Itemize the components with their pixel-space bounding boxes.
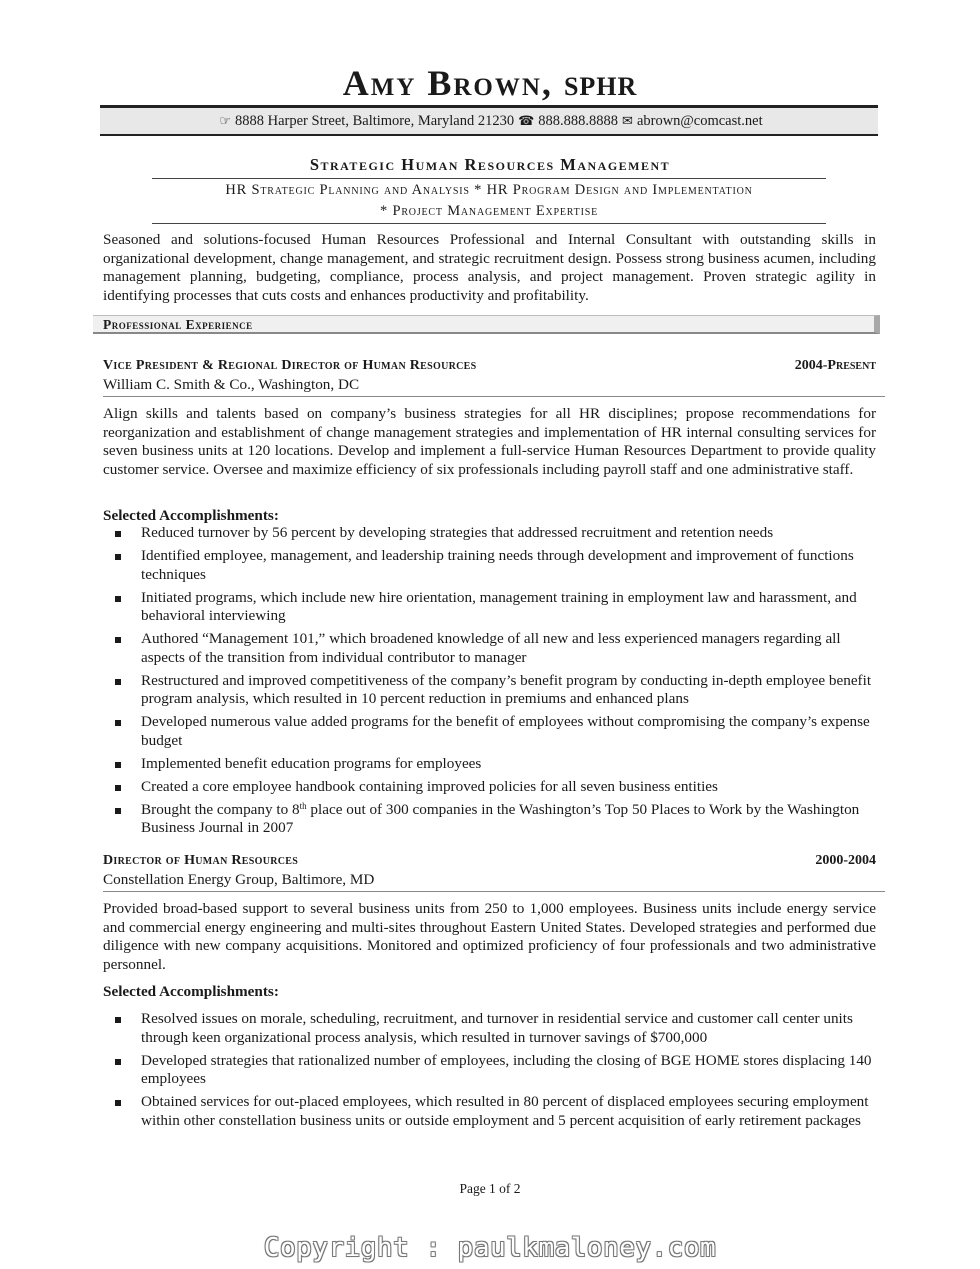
bullet-icon [115,720,121,726]
bullet-icon [115,785,121,791]
page-number: Page 1 of 2 [459,1181,521,1196]
divider [103,891,885,892]
list-item: Initiated programs, which include new hire orientation, management training in employment law and harassment, and behavioral interviewing [103,589,878,626]
accomplishments-label: Selected Accomplishments: [103,507,279,524]
contact-bar [100,105,878,136]
list-item: Brought the company to 8th place out of 300 companies in the Washington’s Top 50 Places to Work by the Washington Business Journal in 2007 [103,801,878,838]
job-title: Director of Human Resources [103,853,299,868]
bullet-icon [115,554,121,560]
divider [103,396,885,397]
email: abrown@comcast.net [636,112,763,129]
bullet-icon [115,679,121,685]
envelope-icon: ✉ [622,113,633,129]
bullet-icon [115,596,121,602]
candidate-name [0,62,980,104]
accomplishments-list [103,1010,878,1135]
bullet-icon [115,637,121,643]
headline: Strategic Human Resources Management [309,155,671,174]
job-dates: 2000-2004 [815,853,876,868]
specialties-line-2: * Project Management Expertise [379,203,598,219]
job-description: Align skills and talents based on company’s business strategies for all HR disciplines; propose recommendations for reorganization and establishment of change management strategies and implementation of HR internal consulting services for seven business units at 120 locations. Develop and implement a full-service Human Resources Department to provide quality customer service. Oversee and maximize efficiency of six professionals including payroll staff and one administrative staff. [103,405,876,478]
name-text: Amy Brown, [342,63,553,103]
bullet-icon [115,808,121,814]
summary-paragraph: Seasoned and solutions-focused Human Resources Professional and Internal Consultant with outstanding skills in organizational development, change management, and strategic recruitment design. Possess strong business acumen, including management planning, budgeting, compliance, process analysis, and project management. Proven strategic agility in identifying processes that cuts costs and enhances productivity and profitability. [103,231,876,304]
list-item: Developed numerous value added programs for the benefit of employees without compromising the company’s expense budget [103,713,878,750]
list-item: Implemented benefit education programs for employees [103,755,878,774]
company: Constellation Energy Group, Baltimore, MD [103,871,375,888]
list-item: Developed strategies that rationalized number of employees, including the closing of BGE HOME stores displacing 140 employees [103,1052,878,1089]
list-item: Restructured and improved competitiveness of the company’s benefit program by conducting in-depth employee benefit program analysis, which resulted in 10 percent reduction in premiums and enhanced plans [103,672,878,709]
specialties-block [152,178,826,224]
bullet-icon [115,531,121,537]
list-item: Resolved issues on morale, scheduling, recruitment, and turnover in residential service and customer call center units through keen organizational process analysis, which resulted in turnover savings of $700,000 [103,1010,878,1047]
credential: SPHR [563,72,638,101]
list-item: Reduced turnover by 56 percent by developing strategies that addressed recruitment and retention needs [103,524,878,543]
list-item: Authored “Management 101,” which broadened knowledge of all new and less experienced managers regarding all aspects of the transition from individual contributor to manager [103,630,878,667]
hand-pointing-icon: ☞ [219,113,232,129]
address: 8888 Harper Street, Baltimore, Maryland 21230 [235,112,515,129]
job-dates: 2004-Present [794,358,876,373]
bullet-icon [115,1017,121,1023]
copyright-watermark: Copyright : paulkmaloney.com [263,1233,717,1263]
company: William C. Smith & Co., Washington, DC [103,376,360,393]
accomplishments-label: Selected Accomplishments: [103,983,279,1000]
section-header-experience: Professional Experience [93,315,880,334]
list-item: Obtained services for out-placed employees, which resulted in 80 percent of displaced employees securing employment within other constellation business units or outside employment and 5 percent acquisition of early retirement packages [103,1093,878,1130]
list-item: Identified employee, management, and leadership training needs through development and improvement of functions techniques [103,547,878,584]
telephone-icon: ☎ [518,113,535,129]
bullet-icon [115,1059,121,1065]
bullet-icon [115,1100,121,1106]
job-title: Vice President & Regional Director of Human Resources [103,358,477,373]
list-item: Created a core employee handbook containing improved policies for all seven business entities [103,778,878,797]
specialties-line-1: HR Strategic Planning and Analysis * HR Program Design and Implementation [225,182,753,198]
phone: 888.888.8888 [538,112,619,129]
job-description: Provided broad-based support to several business units from 250 to 1,000 employees. Business units include energy service and commercial energy engineering and multi-sites throughout Eastern United States. Developed strategies and performed due diligence with new company acquisitions. Monitored and optimized proficiency of four professionals and two administrative personnel. [103,900,876,973]
accomplishments-list [103,524,878,842]
bullet-icon [115,762,121,768]
